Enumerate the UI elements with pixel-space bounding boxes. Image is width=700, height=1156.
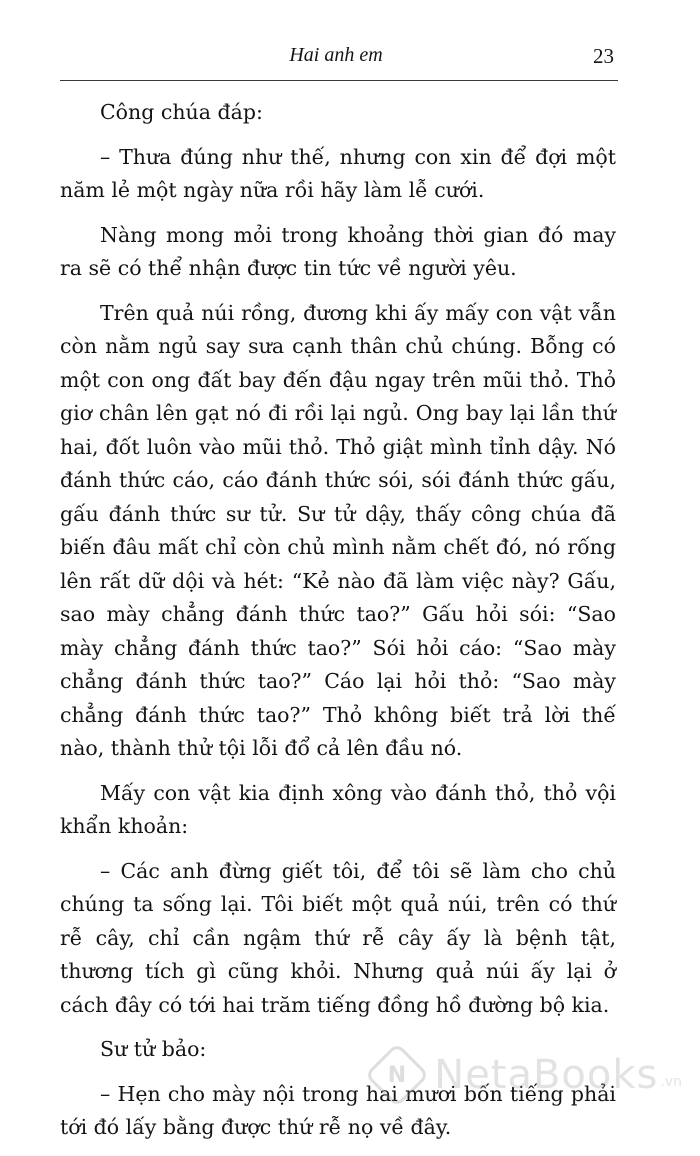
page-header (0, 44, 700, 78)
watermark-brand: NetaBooks (434, 1052, 659, 1098)
netabooks-logo-icon (365, 1042, 430, 1107)
watermark-suffix: .vn (660, 1074, 682, 1090)
paragraph: Trên quả núi rồng, đương khi ấy mấy con vật vẫn còn nằm ngủ say sưa cạnh thân chủ chúng. Bỗng có một con ong đất bay đến đậu ngay trên mũi thỏ. Thỏ giơ chân lên gạt nó đi rồi lại ngủ. Ong bay lại lần thứ hai, đốt luôn vào mũi thỏ. Thỏ giật mình tỉnh dậy. Nó đánh thức cáo, cáo đánh thức sói, sói đánh thức gấu, gấu đánh thức sư tử. Sư tử dậy, thấy công chúa đã biến đâu mất chỉ còn chủ mình nằm chết đó, nó rống lên rất dữ dội và hét: “Kẻ nào đã làm việc này? Gấu, sao mày chẳng đánh thức tao?” Gấu hỏi sói: “Sao mày chẳng đánh thức tao?” Sói hỏi cáo: “Sao mày chẳng đánh thức tao?” Cáo lại hỏi thỏ: “Sao mày chẳng đánh thức tao?” Thỏ không biết trả lời thế nào, thành thử tội lỗi đổ cả lên đầu nó. (60, 300, 616, 760)
paragraph: – Các anh đừng giết tôi, để tôi sẽ làm cho chủ chúng ta sống lại. Tôi biết một quả núi, trên có thứ rễ cây, chỉ cần ngậm thứ rễ cây ấy là bệnh tật, thương tích gì cũng khỏi. Nhưng quả núi ấy lại ở cách đây có tới hai trăm tiếng đồng hồ đường bộ kia. (60, 858, 616, 1017)
watermark (374, 1052, 682, 1098)
running-title: Hai anh em (289, 44, 383, 66)
header-rule (60, 80, 618, 81)
paragraph: – Thưa đúng như thế, nhưng con xin để đợi một năm lẻ một ngày nữa rồi hãy làm lễ cưới. (60, 144, 616, 202)
page-number: 23 (593, 44, 614, 68)
paragraph: Công chúa đáp: (100, 100, 263, 124)
paragraph: Sư tử bảo: (100, 1037, 207, 1061)
paragraph: Nàng mong mỏi trong khoảng thời gian đó may ra sẽ có thể nhận được tin tức về người yêu. (60, 222, 616, 280)
body-text (60, 96, 616, 1156)
paragraph: – Hẹn cho mày nội trong hai mươi bốn tiếng phải tới đó lấy bằng được thứ rễ nọ về đây. (60, 1081, 616, 1139)
paragraph: Mấy con vật kia định xông vào đánh thỏ, thỏ vội khẩn khoản: (60, 780, 616, 838)
